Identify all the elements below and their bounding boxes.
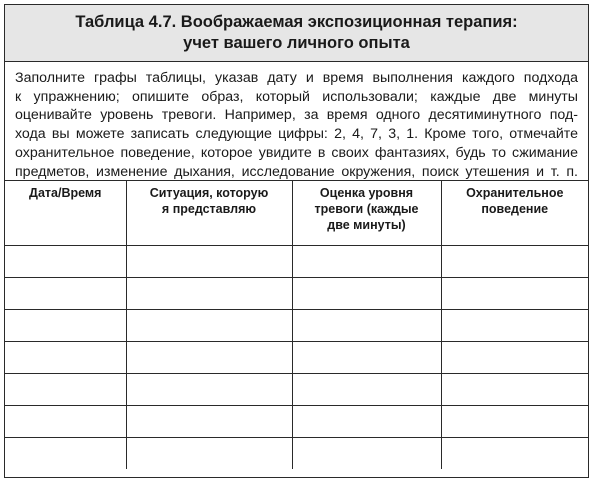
header-text-line: Дата/Время — [29, 186, 102, 200]
table-header-row — [5, 181, 588, 245]
table-cell[interactable] — [441, 309, 588, 341]
table-title — [5, 5, 588, 62]
column-header-anxiety-rating — [292, 181, 441, 245]
table-row — [5, 245, 588, 277]
instruction-line: Заполните графы таблицы, указав дату и время выполнения каждого подхода — [15, 70, 578, 86]
header-text-line: Охранительное — [466, 186, 564, 200]
table-row — [5, 405, 588, 437]
instruction-line: хода вы можете записать следующие цифры: 2, 4, 7, 3, 1. Кроме того, отмечайте — [15, 126, 578, 143]
column-header-safety-behavior — [441, 181, 588, 245]
table-cell[interactable] — [292, 309, 441, 341]
table-cell[interactable] — [5, 405, 126, 437]
table-cell[interactable] — [126, 341, 292, 373]
table-cell[interactable] — [441, 245, 588, 277]
table-row — [5, 277, 588, 309]
header-text-line: поведение — [481, 202, 549, 216]
table-cell[interactable] — [126, 277, 292, 309]
column-header-date-time — [5, 181, 126, 245]
header-text-line: я представляю — [161, 202, 257, 216]
table-cell[interactable] — [292, 373, 441, 405]
table-cell[interactable] — [292, 245, 441, 277]
table-row — [5, 341, 588, 373]
exposure-log-table — [5, 181, 588, 469]
table-cell[interactable] — [292, 341, 441, 373]
table-row — [5, 437, 588, 469]
table-cell[interactable] — [441, 277, 588, 309]
table-body — [5, 245, 588, 469]
instructions-text — [5, 62, 588, 181]
header-text-line: две минуты) — [327, 218, 406, 232]
table-cell[interactable] — [441, 437, 588, 469]
header-text-line: тревоги (каждые — [314, 202, 419, 216]
header-text-line: Ситуация, которую — [149, 186, 269, 200]
table-cell[interactable] — [441, 373, 588, 405]
instruction-line: охранительное поведение, которое увидите в своих фантазиях, будь то сжимание — [15, 144, 578, 161]
table-row — [5, 373, 588, 405]
column-header-situation — [126, 181, 292, 245]
table-cell[interactable] — [126, 437, 292, 469]
table-cell[interactable] — [126, 245, 292, 277]
table-cell[interactable] — [441, 341, 588, 373]
table-cell[interactable] — [5, 437, 126, 469]
table-cell[interactable] — [126, 405, 292, 437]
table-cell[interactable] — [441, 405, 588, 437]
table-cell[interactable] — [5, 309, 126, 341]
table-cell[interactable] — [5, 245, 126, 277]
table-cell[interactable] — [5, 373, 126, 405]
title-line-2: учет вашего личного опыта — [183, 34, 410, 52]
title-line-1: Таблица 4.7. Воображаемая экспозиционная терапия: — [75, 13, 518, 31]
table-row — [5, 309, 588, 341]
table-cell[interactable] — [5, 277, 126, 309]
worksheet-frame — [4, 4, 589, 478]
table-cell[interactable] — [126, 309, 292, 341]
table-cell[interactable] — [292, 405, 441, 437]
table-cell[interactable] — [292, 437, 441, 469]
instruction-line: к упражнению; опишите образ, который использовали; каждые две минуты — [15, 88, 578, 105]
instruction-line: предметов, изменение дыхания, исследование окружения, поиск утешения и т. п. — [15, 163, 578, 180]
table-cell[interactable] — [5, 341, 126, 373]
table-cell[interactable] — [126, 373, 292, 405]
header-text-line: Оценка уровня — [319, 186, 414, 200]
table-cell[interactable] — [292, 277, 441, 309]
instruction-line: оценивайте уровень тревоги. Например, за время одного десятиминутного под- — [15, 107, 578, 124]
